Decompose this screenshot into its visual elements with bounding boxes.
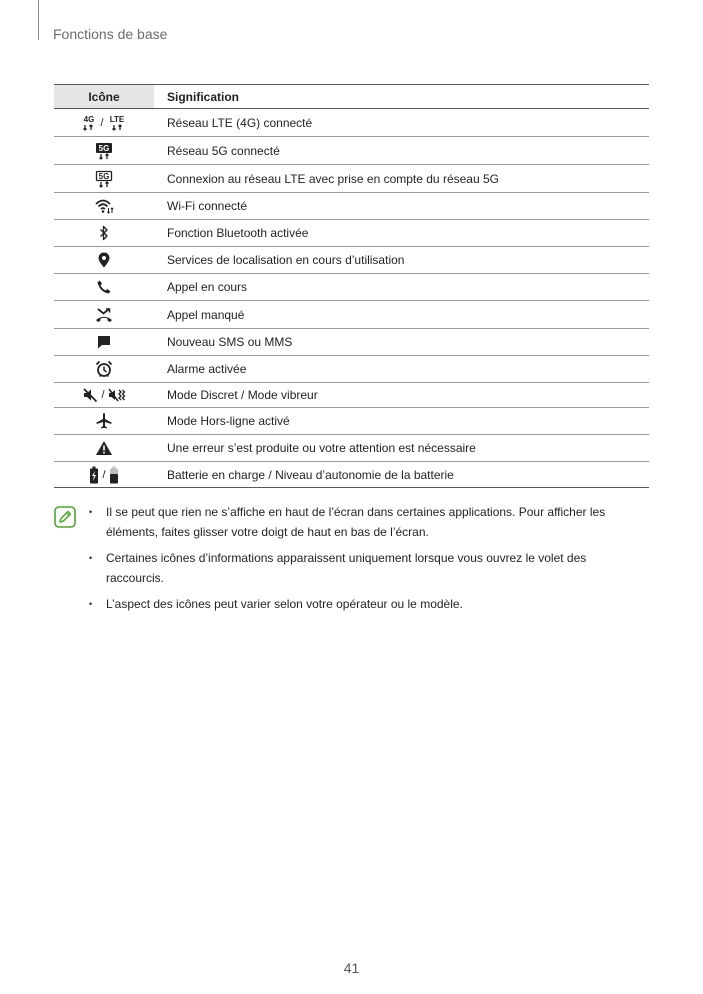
- section-title: Fonctions de base: [53, 26, 168, 42]
- icon-cell: [54, 356, 154, 383]
- icon-cell: [54, 408, 154, 435]
- meaning-cell: Réseau 5G connecté: [167, 143, 280, 158]
- wifi-icon: [94, 198, 114, 214]
- table-row: [54, 109, 649, 137]
- meaning-cell: Services de localisation en cours d’utilisation: [167, 253, 405, 267]
- header-meaning: Signification: [167, 89, 239, 104]
- icon-cell: [54, 247, 154, 274]
- table-header-row: [54, 85, 649, 109]
- page-number: 41: [343, 960, 360, 976]
- table-row: [54, 137, 649, 165]
- table-row: [54, 383, 649, 408]
- meaning-cell: Appel en cours: [167, 280, 248, 294]
- table-row: [54, 408, 649, 435]
- header-icon: Icône: [54, 85, 154, 109]
- icon-separator: /: [100, 116, 104, 129]
- icon-cell: [54, 383, 154, 408]
- svg-text:5G: 5G: [98, 143, 110, 153]
- battery-level-icon: [109, 466, 119, 484]
- mute-icon: [82, 387, 98, 403]
- warning-icon: [95, 440, 113, 456]
- note-item: • Certaines icônes d’informations apparaissent uniquement lorsque vous ouvrez le volet des raccourcis.: [86, 548, 626, 588]
- meaning-cell: Mode Discret / Mode vibreur: [167, 388, 318, 402]
- meaning-cell: Nouveau SMS ou MMS: [167, 335, 293, 349]
- table-row: [54, 193, 649, 220]
- airplane-icon: [95, 412, 113, 430]
- note-item: • Il se peut que rien ne s’affiche en haut de l’écran dans certaines applications. Pour afficher les éléments, faites glisser votre doigt de haut en bas de l’écran.: [86, 502, 626, 542]
- icon-cell: [54, 329, 154, 356]
- table-row: [54, 462, 649, 488]
- message-icon: [96, 334, 112, 350]
- margin-rule: [38, 0, 39, 40]
- notes-list: [86, 502, 626, 620]
- table-row: [54, 329, 649, 356]
- table-row: [54, 220, 649, 247]
- meaning-cell: Batterie en charge / Niveau d’autonomie de la batterie: [167, 467, 454, 482]
- table-row: [54, 435, 649, 462]
- table-row: [54, 165, 649, 193]
- battery-charging-icon: [89, 466, 99, 484]
- meaning-cell: Connexion au réseau LTE avec prise en compte du réseau 5G: [167, 171, 499, 186]
- icon-cell: [54, 301, 154, 329]
- table-row: [54, 274, 649, 301]
- icon-meaning-table: [54, 84, 649, 488]
- table-row: [54, 301, 649, 329]
- icon-cell: [54, 274, 154, 301]
- missed-call-icon: [95, 307, 113, 323]
- meaning-cell: Alarme activée: [167, 362, 247, 376]
- icon-cell: [54, 220, 154, 247]
- icon-cell: [54, 165, 154, 193]
- lte-4g-icon: [81, 114, 97, 132]
- icon-cell: [54, 137, 154, 165]
- lte-5g-icon: [95, 170, 113, 188]
- phone-call-icon: [96, 279, 112, 295]
- 5g-icon: [95, 142, 113, 160]
- location-pin-icon: [97, 252, 111, 268]
- lte-icon: [107, 114, 127, 132]
- meaning-cell: Fonction Bluetooth activée: [167, 226, 309, 240]
- svg-text:LTE: LTE: [109, 114, 124, 124]
- meaning-cell: Mode Hors-ligne activé: [167, 414, 290, 428]
- icon-cell: [54, 435, 154, 462]
- svg-text:5G: 5G: [98, 171, 110, 181]
- meaning-cell: Appel manqué: [167, 307, 245, 322]
- note-pencil-icon: [54, 506, 76, 533]
- vibrate-icon: [108, 387, 126, 403]
- svg-text:4G: 4G: [84, 114, 95, 124]
- icon-cell: [54, 109, 154, 137]
- icon-cell: [54, 193, 154, 220]
- icon-separator: /: [102, 468, 106, 481]
- note-item: • L’aspect des icônes peut varier selon votre opérateur ou le modèle.: [86, 594, 626, 614]
- alarm-clock-icon: [95, 360, 113, 378]
- icon-separator: /: [101, 389, 105, 401]
- bluetooth-icon: [99, 225, 109, 241]
- meaning-cell: Une erreur s’est produite ou votre attention est nécessaire: [167, 441, 476, 455]
- table-row: [54, 247, 649, 274]
- table-row: [54, 356, 649, 383]
- icon-cell: [54, 462, 154, 488]
- meaning-cell: Wi-Fi connecté: [167, 199, 248, 213]
- meaning-cell: Réseau LTE (4G) connecté: [167, 115, 313, 130]
